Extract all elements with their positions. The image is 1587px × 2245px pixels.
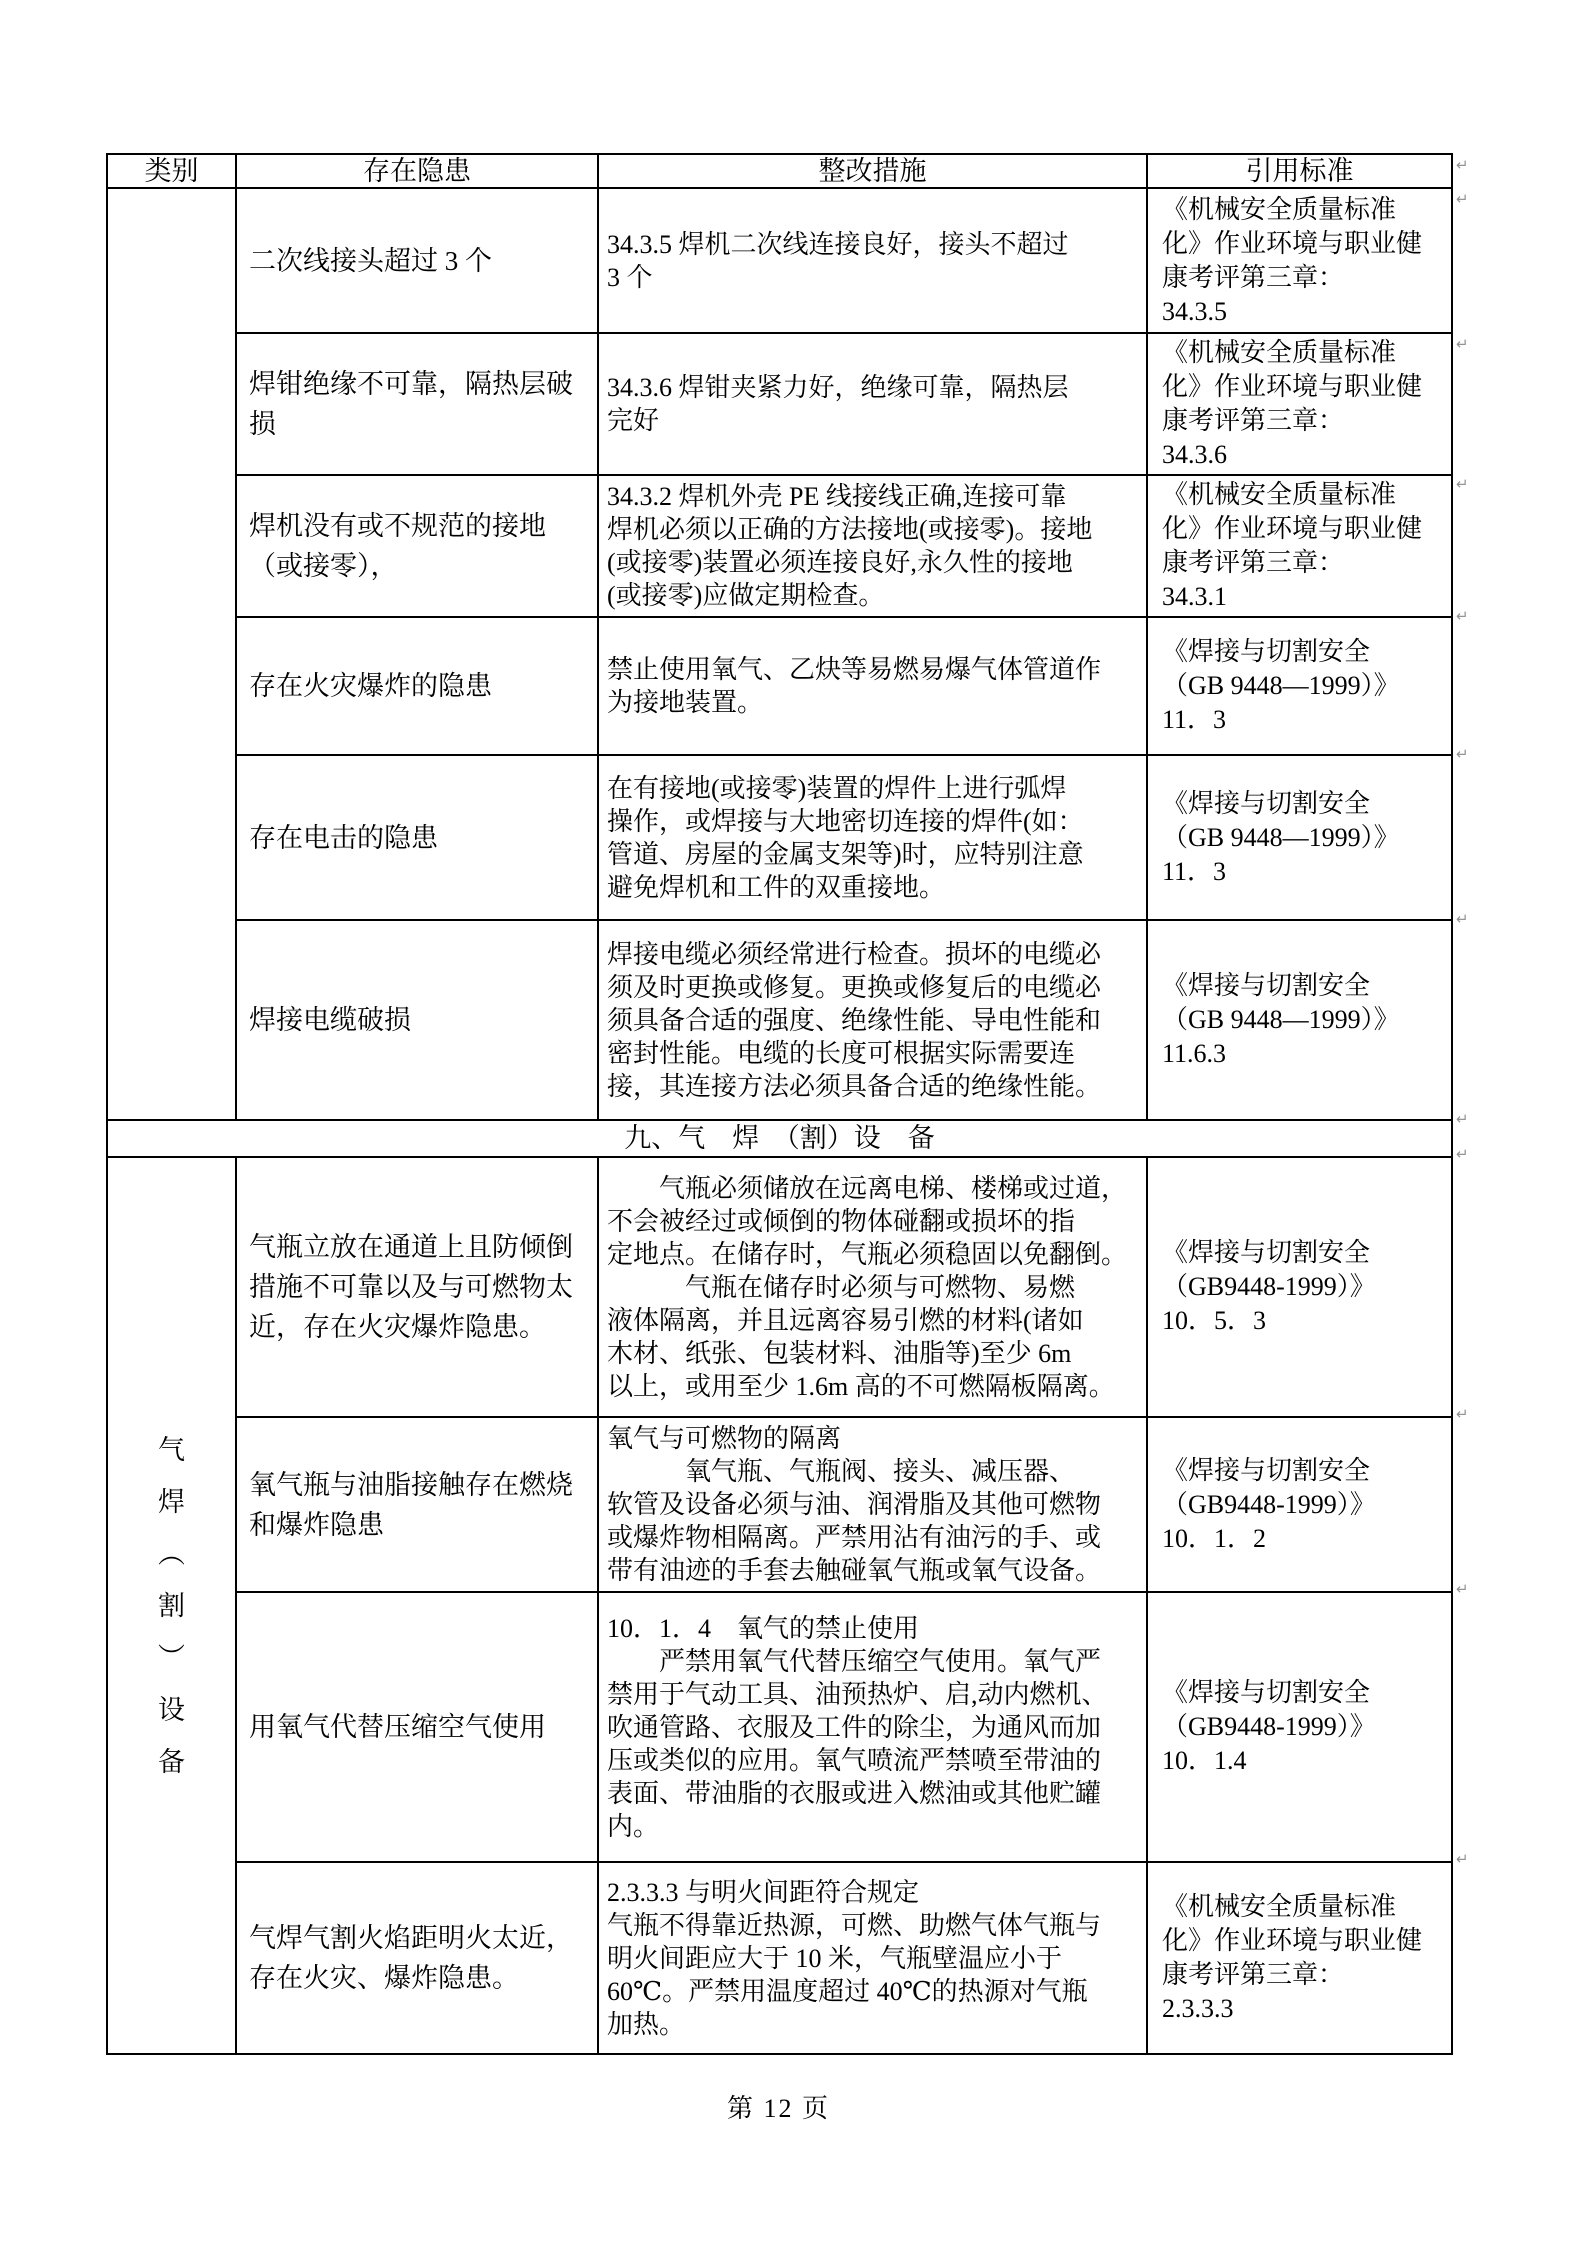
text-line: 《焊接与切割安全 bbox=[1162, 1678, 1371, 1707]
text-line: 操作，或焊接与大地密切连接的焊件(如： bbox=[607, 806, 1084, 836]
text-line: ︶ bbox=[158, 1642, 185, 1673]
text-line: 康考评第三章： bbox=[1162, 262, 1345, 292]
text-line: 34.3.5 bbox=[1162, 296, 1227, 326]
text-line: 氧气瓶、气瓶阀、接头、减压器、 bbox=[607, 1457, 1076, 1486]
text-line: 吹通管路、衣服及工件的除尘，为通风而加 bbox=[607, 1712, 1102, 1742]
measure-cell bbox=[598, 755, 1147, 920]
text-line: 气瓶在储存时必须与可燃物、易燃 bbox=[607, 1272, 1076, 1302]
text-line: 严禁用氧气代替压缩空气使用。氧气严 bbox=[607, 1646, 1102, 1676]
hazard-cell: 焊机没有或不规范的接地（或接零）， bbox=[236, 475, 598, 617]
text-line: 《焊接与切割安全 bbox=[1162, 788, 1371, 818]
text-line: 在有接地(或接零)装置的焊件上进行弧焊 bbox=[607, 773, 1067, 803]
text-line: 《焊接与切割安全 bbox=[1162, 1455, 1371, 1485]
hazard-cell: 焊接电缆破损 bbox=[236, 920, 598, 1120]
text-line: （GB 9448—1999）》 bbox=[1162, 822, 1400, 852]
text-line: 为接地装置。 bbox=[607, 688, 764, 717]
text-line: 管道、房屋的金属支架等)时，应特别注意 bbox=[607, 839, 1084, 869]
standard-cell bbox=[1147, 475, 1452, 617]
text-line: 《机械安全质量标准 bbox=[1162, 338, 1397, 367]
text-line: 压或类似的应用。氧气喷流严禁喷至带油的 bbox=[607, 1745, 1102, 1775]
text-line: 气 bbox=[158, 1434, 185, 1465]
paragraph-mark-icon: ↵ bbox=[1456, 910, 1469, 928]
text-line: 焊 bbox=[158, 1486, 185, 1517]
text-line: 2.3.3.3 与明火间距符合规定 bbox=[607, 1877, 920, 1907]
text-line: 康考评第三章： bbox=[1162, 548, 1345, 577]
table-row bbox=[107, 755, 1452, 920]
text-line: 割 bbox=[158, 1590, 185, 1621]
text-line: （GB 9448—1999）》 bbox=[1162, 671, 1400, 700]
text-line: 11.6.3 bbox=[1162, 1039, 1227, 1068]
paragraph-mark-icon: ↵ bbox=[1456, 1145, 1469, 1163]
text-line: 康考评第三章： bbox=[1162, 1960, 1345, 1989]
text-line: 《焊接与切割安全 bbox=[1162, 971, 1371, 1000]
text-line: 34.3.6 bbox=[1162, 440, 1227, 469]
measure-cell bbox=[598, 1592, 1147, 1862]
text-line: 表面、带油脂的衣服或进入燃油或其他贮罐 bbox=[607, 1778, 1102, 1808]
text-line: 34.3.6 焊钳夹紧力好，绝缘可靠，隔热层 bbox=[607, 373, 1069, 402]
text-line: 10．5．3 bbox=[1162, 1306, 1267, 1335]
measure-cell bbox=[598, 1417, 1147, 1592]
hazard-cell: 用氧气代替压缩空气使用 bbox=[236, 1592, 598, 1862]
hazard-cell: 焊钳绝缘不可靠，隔热层破损 bbox=[236, 333, 598, 475]
text-line: 备 bbox=[158, 1746, 185, 1777]
table-row bbox=[107, 1417, 1452, 1592]
category-cell-empty bbox=[107, 188, 236, 1120]
category-cell-gas-welding bbox=[107, 1157, 236, 2054]
paragraph-mark-icon: ↵ bbox=[1456, 190, 1469, 208]
text-line: 焊接电缆必须经常进行检查。损坏的电缆必 bbox=[607, 939, 1102, 969]
text-line: 10．1.4 bbox=[1162, 1746, 1247, 1775]
text-line: 避免焊机和工件的双重接地。 bbox=[607, 872, 946, 902]
text-line: 《机械安全质量标准 bbox=[1162, 1892, 1397, 1921]
text-line: 须具备合适的强度、绝缘性能、导电性能和 bbox=[607, 1005, 1102, 1035]
paragraph-mark-icon: ↵ bbox=[1456, 745, 1469, 763]
text-line: 加热。 bbox=[607, 2009, 686, 2039]
text-line: 34.3.1 bbox=[1162, 582, 1227, 611]
text-line: ︵ bbox=[158, 1538, 185, 1569]
measure-cell bbox=[598, 1862, 1147, 2054]
text-line: 化》作业环境与职业健 bbox=[1162, 1926, 1423, 1955]
table-row bbox=[107, 475, 1452, 617]
standard-cell bbox=[1147, 1862, 1452, 2054]
text-line: 氧气与可燃物的隔离 bbox=[607, 1424, 842, 1453]
paragraph-mark-icon: ↵ bbox=[1456, 475, 1469, 493]
text-line: 带有油迹的手套去触碰氧气瓶或氧气设备。 bbox=[607, 1556, 1102, 1585]
text-line: 康考评第三章： bbox=[1162, 406, 1345, 435]
text-line: (或接零)装置必须连接良好,永久性的接地 bbox=[607, 548, 1073, 577]
text-line: 内。 bbox=[607, 1811, 660, 1841]
paragraph-mark-icon: ↵ bbox=[1456, 607, 1469, 625]
text-line: 液体隔离，并且远离容易引燃的材料(诸如 bbox=[607, 1305, 1084, 1335]
measure-cell bbox=[598, 475, 1147, 617]
paragraph-mark-icon: ↵ bbox=[1456, 335, 1469, 353]
text-line: 完好 bbox=[607, 406, 660, 435]
column-header-category: 类别 bbox=[107, 154, 236, 188]
measure-cell bbox=[598, 1157, 1147, 1417]
measure-cell bbox=[598, 188, 1147, 333]
text-line: 明火间距应大于 10 米，气瓶壁温应小于 bbox=[607, 1943, 1063, 1973]
table-header-row bbox=[107, 154, 1452, 188]
text-line: 《焊接与切割安全 bbox=[1162, 1238, 1371, 1267]
standard-cell bbox=[1147, 333, 1452, 475]
text-line: 以上，或用至少 1.6m 高的不可燃隔板隔离。 bbox=[607, 1371, 1115, 1401]
standard-cell bbox=[1147, 1592, 1452, 1862]
paragraph-mark-icon: ↵ bbox=[1456, 1850, 1469, 1868]
text-line: （GB 9448—1999）》 bbox=[1162, 1005, 1400, 1034]
text-line: 2.3.3.3 bbox=[1162, 1994, 1234, 2023]
text-line: 《机械安全质量标准 bbox=[1162, 194, 1397, 224]
text-line: 接，其连接方法必须具备合适的绝缘性能。 bbox=[607, 1071, 1102, 1101]
page-number: 第 12 页 bbox=[726, 2094, 830, 2123]
text-line: 软管及设备必须与油、润滑脂及其他可燃物 bbox=[607, 1490, 1102, 1519]
section-title: 九、气 焊 （割）设 备 bbox=[107, 1120, 1452, 1157]
column-header-measure: 整改措施 bbox=[598, 154, 1147, 188]
text-line: 34.3.5 焊机二次线连接良好，接头不超过 bbox=[607, 229, 1069, 259]
text-line: 《焊接与切割安全 bbox=[1162, 637, 1371, 666]
text-line: 气瓶必须储放在远离电梯、楼梯或过道， bbox=[607, 1173, 1128, 1203]
standard-cell bbox=[1147, 188, 1452, 333]
text-line: 11．3 bbox=[1162, 856, 1227, 886]
text-line: 60℃。严禁用温度超过 40℃的热源对气瓶 bbox=[607, 1976, 1088, 2006]
text-line: 焊机必须以正确的方法接地(或接零)。接地 bbox=[607, 515, 1093, 544]
text-line: 10．1．4 氧气的禁止使用 bbox=[607, 1613, 920, 1643]
hazard-cell: 氧气瓶与油脂接触存在燃烧和爆炸隐患 bbox=[236, 1417, 598, 1592]
hazard-table bbox=[106, 153, 1453, 2055]
category-vertical-label bbox=[108, 1424, 235, 1788]
table-row bbox=[107, 333, 1452, 475]
measure-cell bbox=[598, 333, 1147, 475]
text-line: （GB9448-1999）》 bbox=[1162, 1489, 1376, 1519]
table-row bbox=[107, 188, 1452, 333]
text-line: 10．1．2 bbox=[1162, 1523, 1267, 1553]
standard-cell bbox=[1147, 755, 1452, 920]
paragraph-mark-icon: ↵ bbox=[1456, 156, 1469, 174]
text-line: （GB9448-1999）》 bbox=[1162, 1272, 1376, 1301]
text-line: 气瓶不得靠近热源，可燃、助燃气体气瓶与 bbox=[607, 1910, 1102, 1940]
hazard-cell: 存在电击的隐患 bbox=[236, 755, 598, 920]
table-row bbox=[107, 1157, 1452, 1417]
hazard-cell: 气焊气割火焰距明火太近，存在火灾、爆炸隐患。 bbox=[236, 1862, 598, 2054]
text-line: 不会被经过或倾倒的物体碰翻或损坏的指 bbox=[607, 1206, 1076, 1236]
text-line: 34.3.2 焊机外壳 PE 线接线正确,连接可靠 bbox=[607, 482, 1067, 511]
text-line: 化》作业环境与职业健 bbox=[1162, 228, 1423, 258]
text-line: 禁止使用氧气、乙炔等易燃易爆气体管道作 bbox=[607, 655, 1102, 684]
text-line: 化》作业环境与职业健 bbox=[1162, 514, 1423, 543]
standard-cell bbox=[1147, 617, 1452, 755]
measure-cell bbox=[598, 920, 1147, 1120]
hazard-cell: 二次线接头超过 3 个 bbox=[236, 188, 598, 333]
standard-cell bbox=[1147, 1157, 1452, 1417]
hazard-cell: 气瓶立放在通道上且防倾倒措施不可靠以及与可燃物太近，存在火灾爆炸隐患。 bbox=[236, 1157, 598, 1417]
text-line: 定地点。在储存时，气瓶必须稳固以免翻倒。 bbox=[607, 1239, 1128, 1269]
table-row bbox=[107, 1862, 1452, 2054]
text-line: 化》作业环境与职业健 bbox=[1162, 372, 1423, 401]
hazard-cell: 存在火灾爆炸的隐患 bbox=[236, 617, 598, 755]
text-line: 《机械安全质量标准 bbox=[1162, 480, 1397, 509]
text-line: 木材、纸张、包装材料、油脂等)至少 6m bbox=[607, 1338, 1072, 1368]
column-header-standard: 引用标准 bbox=[1147, 154, 1452, 188]
text-line: (或接零)应做定期检查。 bbox=[607, 581, 885, 610]
text-line: 须及时更换或修复。更换或修复后的电缆必 bbox=[607, 972, 1102, 1002]
table-row bbox=[107, 920, 1452, 1120]
text-line: 密封性能。电缆的长度可根据实际需要连 bbox=[607, 1038, 1076, 1068]
text-line: 设 bbox=[158, 1694, 185, 1725]
text-line: 或爆炸物相隔离。严禁用沾有油污的手、或 bbox=[607, 1523, 1102, 1552]
standard-cell bbox=[1147, 920, 1452, 1120]
text-line: 3 个 bbox=[607, 262, 653, 292]
text-line: （GB9448-1999）》 bbox=[1162, 1712, 1376, 1741]
paragraph-mark-icon: ↵ bbox=[1456, 1110, 1469, 1128]
text-line: 禁用于气动工具、油预热炉、启,动内燃机、 bbox=[607, 1679, 1108, 1709]
measure-cell bbox=[598, 617, 1147, 755]
text-line: 11．3 bbox=[1162, 705, 1227, 734]
table-row bbox=[107, 617, 1452, 755]
paragraph-mark-icon: ↵ bbox=[1456, 1580, 1469, 1598]
paragraph-mark-icon: ↵ bbox=[1456, 1405, 1469, 1423]
table-row bbox=[107, 1592, 1452, 1862]
section-header-row bbox=[107, 1120, 1452, 1157]
standard-cell bbox=[1147, 1417, 1452, 1592]
column-header-hazard: 存在隐患 bbox=[236, 154, 598, 188]
